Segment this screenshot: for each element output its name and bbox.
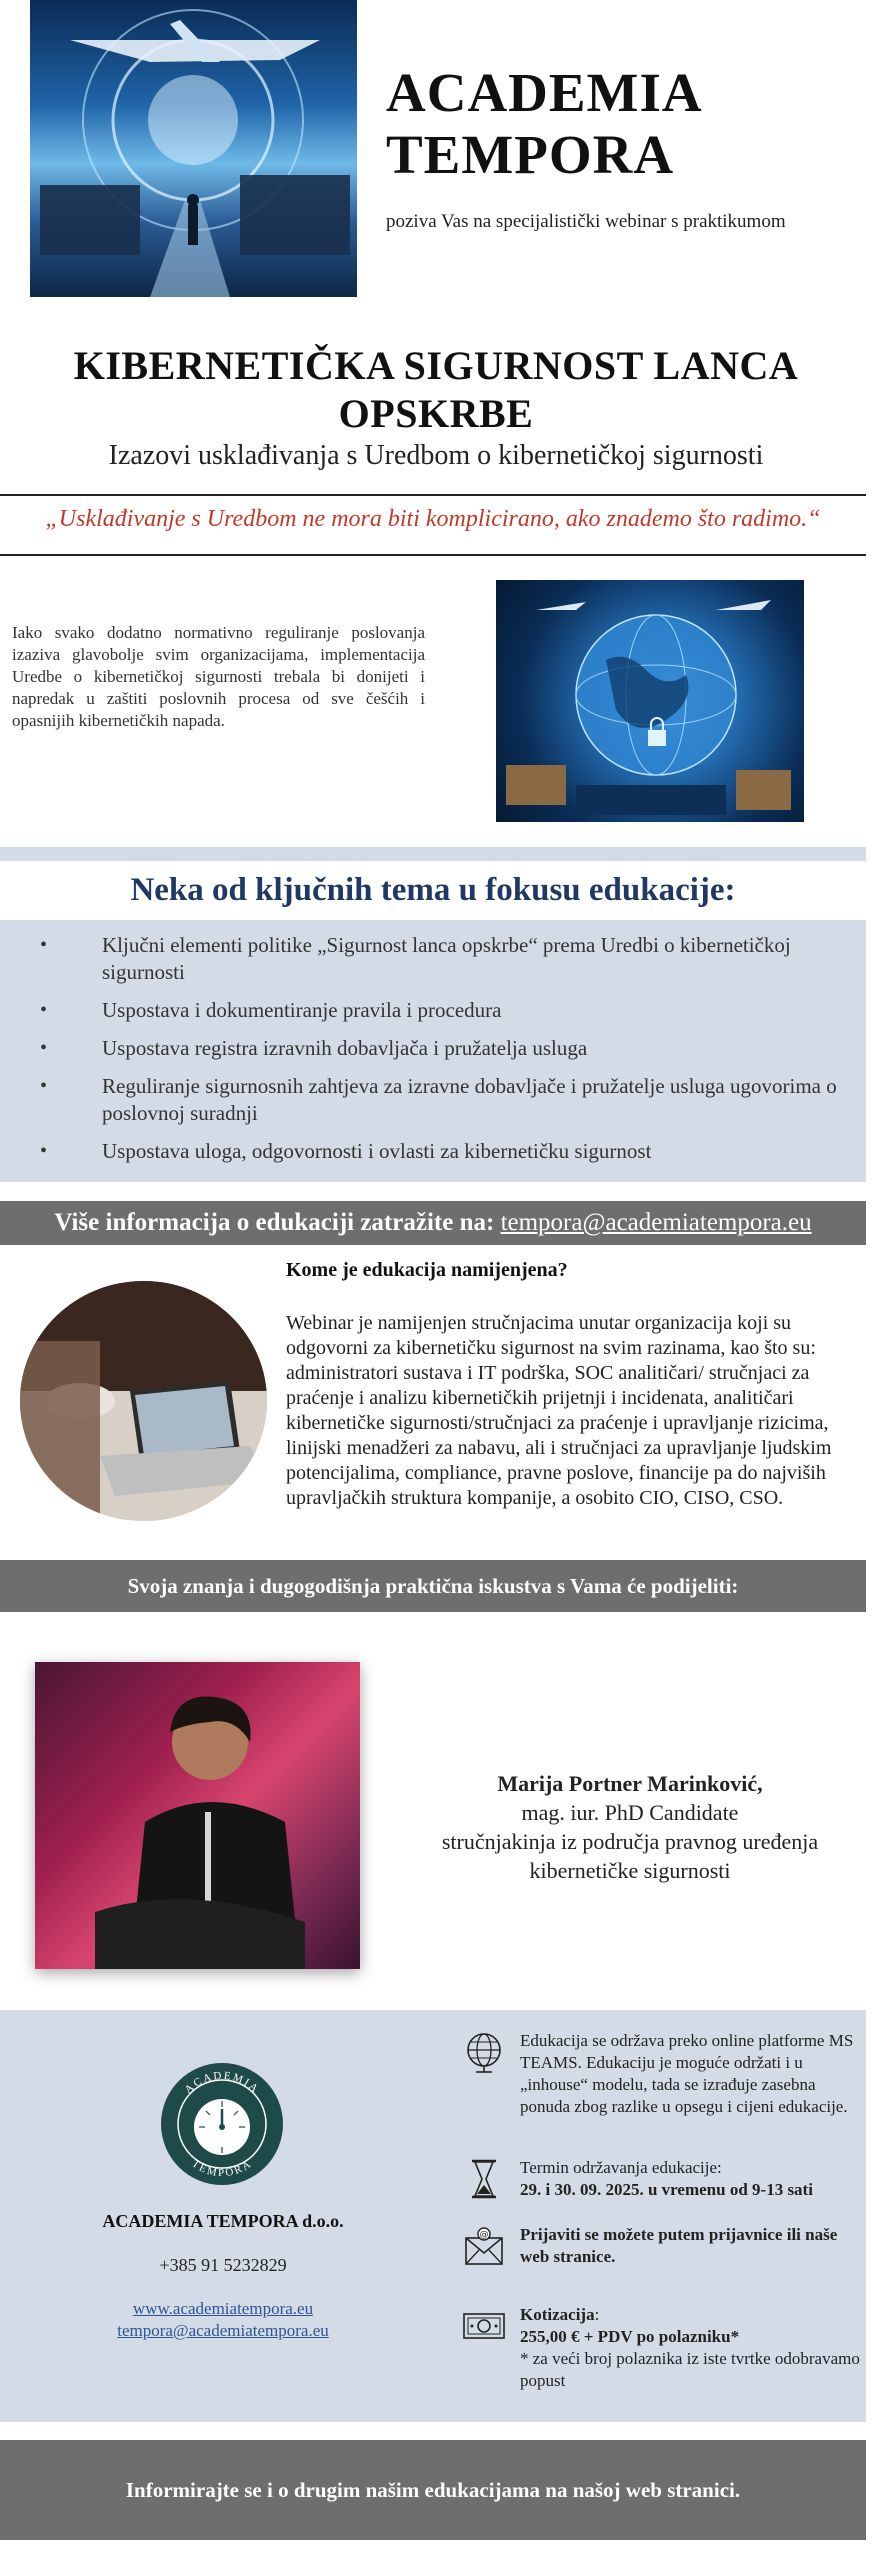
speaker-photo: [35, 1662, 360, 1969]
apply-label: Prijaviti se možete putem prijavnice ili naše web stranice.: [520, 2225, 838, 2266]
company-logo: [161, 2063, 283, 2185]
price-colon: :: [594, 2305, 600, 2324]
topic-item: • Uspostava uloga, odgovornosti i ovlasti za kibernetičku sigurnost: [40, 1138, 840, 1165]
divider-top: [0, 494, 866, 496]
topic-item: • Uspostava i dokumentiranje pravila i procedura: [40, 997, 840, 1024]
globe-icon: [462, 2030, 506, 2074]
hourglass-icon: [462, 2157, 506, 2201]
price-value: 255,00 € + PDV po polazniku*: [520, 2327, 740, 2346]
topic-item: • Reguliranje sigurnosnih zahtjeva za izravne dobavljače i pružatelje usluga ugovorima o poslovnoj suradnji: [40, 1073, 840, 1127]
audience-question: Kome je edukacija namijenjena?: [286, 1259, 568, 1281]
intro-image-globe: [496, 580, 804, 822]
term-value: 29. i 30. 09. 2025. u vremenu od 9-13 sati: [520, 2180, 813, 2199]
page-title: KIBERNETIČKA SIGURNOST LANCA OPSKRBE: [73, 343, 799, 436]
term-text: [520, 2157, 862, 2201]
page-subtitle: Izazovi usklađivanja s Uredbom o kibernetičkoj sigurnosti: [108, 440, 764, 471]
logo-text-top: ACADEMIA: [182, 2069, 262, 2096]
audience-text: Webinar je namijenjen stručnjacima unutar organizacija koji su odgovorni za kibernetičku sigurnost na svim razinama, kao što su: administratori sustava i IT podrška, SOC analitičari/ stručnjaci za praćenje i analizu kibernetičkih prijetnji i incidenata, analitičari kibernetičke sigurnosti/stručnjaci za praćenje i upravljanje rizicima, linijski menadžeri za nabavu, ali i stručnjaci za upravljanje ljudskim potencijalima, compliance, pravne poslove, financije pa do najviših upravljačkih struktura kompanije, a osobito CIO, CISO, CSO.: [286, 1312, 832, 1509]
platform-text: Edukacija se održava preko online platforme MS TEAMS. Edukaciju je moguće održati i u „inhouse“ modelu, tada se izrađuje zasebna ponuda zbog razlike u opsegu i cijeni edukacije.: [520, 2031, 854, 2116]
price-text: [520, 2304, 862, 2392]
invite-text: poziva Vas na specijalistički webinar s praktikumom: [386, 211, 786, 232]
company-links: [0, 2298, 446, 2342]
company-phone: +385 91 5232829: [159, 2255, 287, 2275]
svg-text:@: @: [479, 2230, 489, 2240]
brand-line-2: TEMPORA: [386, 124, 675, 185]
title-block: [0, 342, 872, 472]
topic-item: • Ključni elementi politike „Sigurnost lanca opskrbe“ prema Uredbi o kibernetičkoj sigurnosti: [40, 932, 840, 986]
topic-item: • Uspostava registra izravnih dobavljača i pružatelja usluga: [40, 1035, 840, 1062]
speaker-info: [395, 1769, 865, 1885]
price-label: Kotizacija: [520, 2305, 595, 2324]
quote: „Usklađivanje s Uredbom ne mora biti komplicirano, ako znademo što radimo.“: [45, 506, 821, 532]
company-email-link[interactable]: tempora@academiatempora.eu: [117, 2321, 329, 2340]
more-info-label: Više informacija o edukaciji zatražite na:: [54, 1209, 495, 1236]
share-bar: Svoja znanja i dugogodišnja praktična iskustva s Vama će podijeliti:: [0, 1560, 866, 1612]
brand-name: [386, 62, 846, 186]
speaker-title: mag. iur. PhD Candidate: [521, 1800, 739, 1825]
topics-strip: [0, 847, 866, 861]
topics-title: Neka od ključnih tema u fokusu edukacije:: [130, 872, 736, 908]
more-info-bar: [0, 1201, 866, 1245]
price-note: * za veći broj polaznika iz iste tvrtke odobravamo popust: [520, 2349, 860, 2390]
intro-paragraph: Iako svako dodatno normativno reguliranje poslovanja izaziva glavobolje svim organizacijama, implementacija Uredbe o kibernetičkoj sigurnosti trebala bi donijeti i napredak u zaštiti poslovnih procesa od sve češćih i opasnijih kibernetičkih napada.: [12, 623, 425, 730]
bottom-bar: Informirajte se i o drugim našim edukacijama na našoj web stranici.: [0, 2440, 866, 2540]
more-info-email-link[interactable]: tempora@academiatempora.eu: [500, 1209, 812, 1236]
apply-text: [520, 2224, 862, 2268]
company-name: ACADEMIA TEMPORA d.o.o.: [102, 2211, 344, 2231]
audience-image-laptop: [20, 1281, 267, 1521]
company-website-link[interactable]: www.academiatempora.eu: [132, 2299, 314, 2318]
logo-text-bottom: TEMPORA: [189, 2157, 255, 2180]
divider-bottom: [0, 554, 866, 556]
speaker-role-2: kibernetičke sigurnosti: [529, 1858, 731, 1883]
topics-list: [0, 920, 866, 1165]
hero-image-logistics: [30, 0, 357, 297]
brand-line-1: ACADEMIA: [386, 62, 703, 123]
speaker-role-1: stručnjakinja iz područja pravnog uređenja: [441, 1829, 819, 1854]
mail-icon: [462, 2224, 506, 2268]
term-label: Termin održavanja edukacije:: [520, 2158, 722, 2177]
topics-list-box: [0, 920, 866, 1182]
header: [0, 0, 872, 320]
money-icon: [462, 2304, 506, 2348]
speaker-name: Marija Portner Marinković,: [497, 1771, 763, 1796]
